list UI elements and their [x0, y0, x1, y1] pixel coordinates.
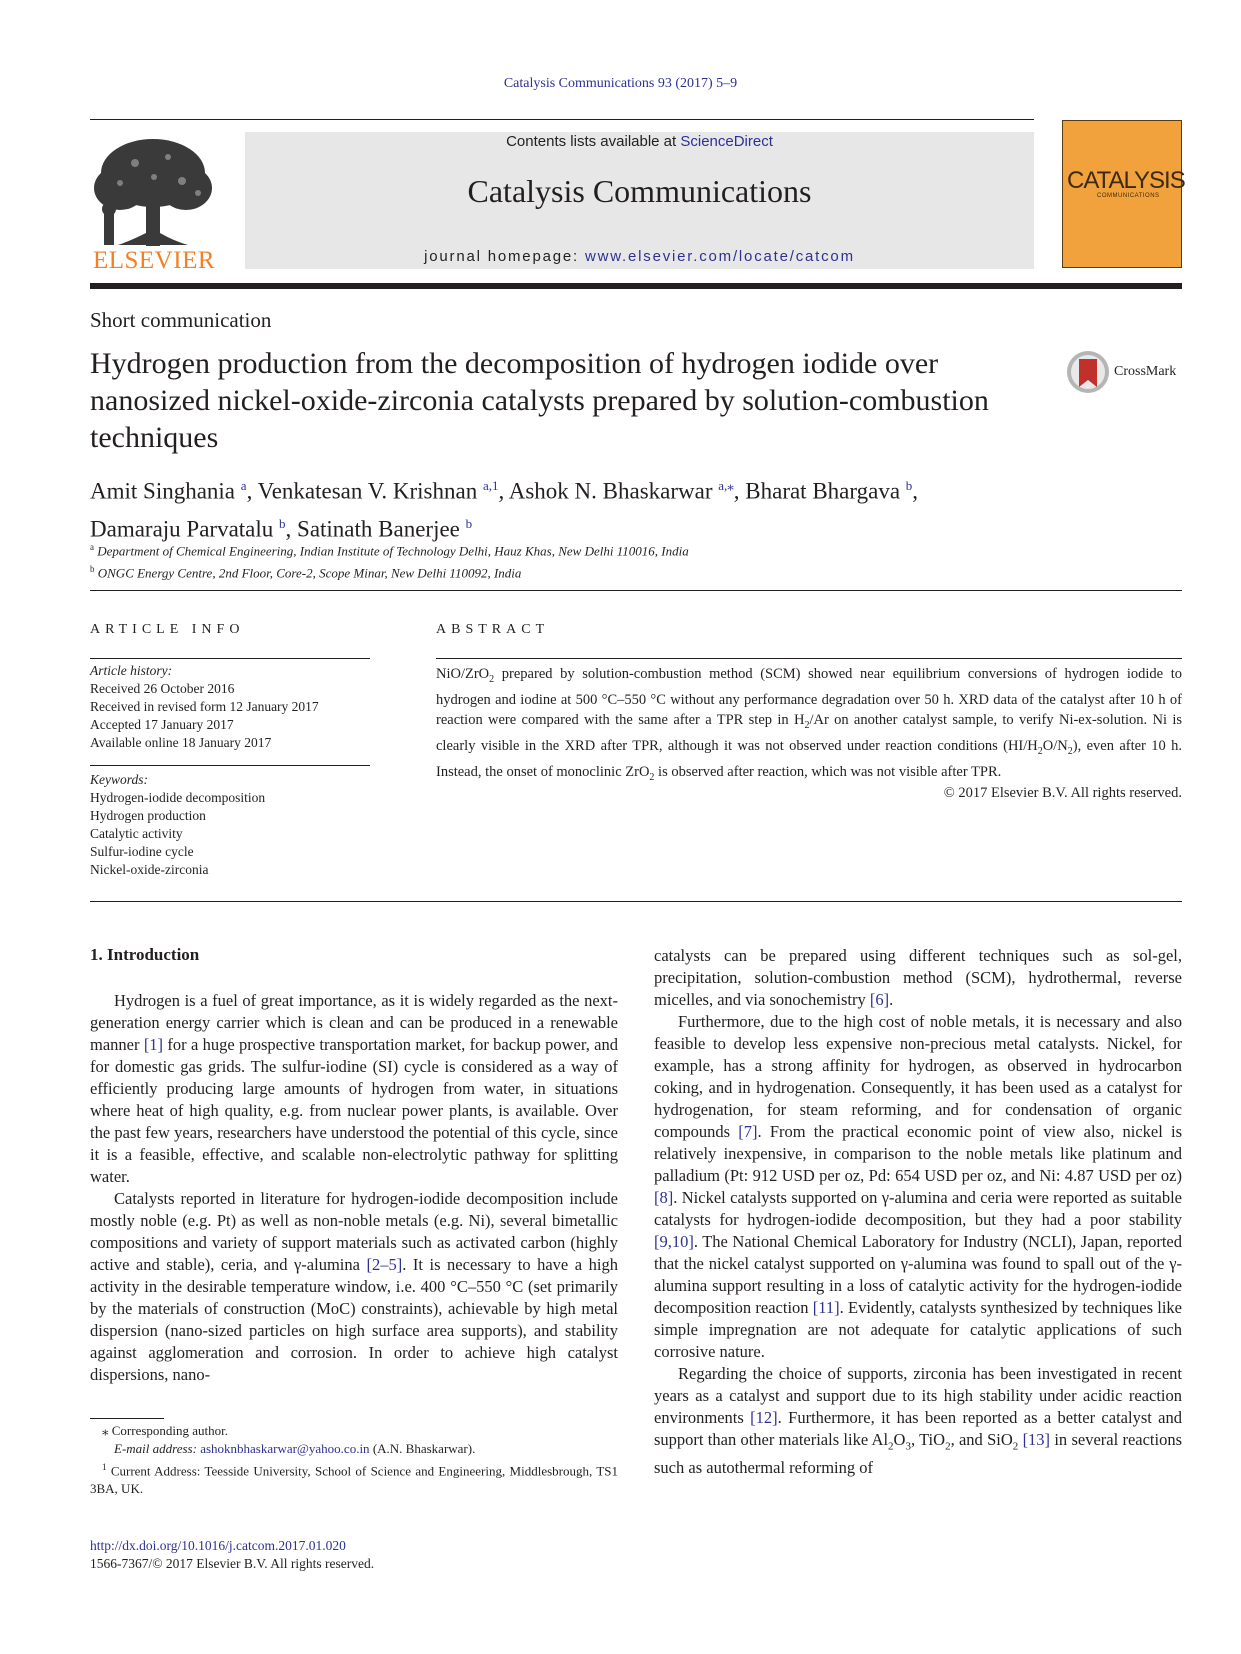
abstract-segment: NiO/ZrO [436, 666, 490, 682]
paragraph [654, 945, 1182, 1011]
subscript: 3 [905, 1440, 911, 1453]
citation-link[interactable]: [7] [738, 1122, 758, 1141]
text: . Evidently, catalysts synthesized by techniques like simple impregnation are not adequate for catalytic applications of such corrosive nature. [654, 1298, 1182, 1361]
running-head: Catalysis Communications 93 (2017) 5–9 [503, 76, 738, 91]
cover-title: CATALYSIS [1067, 167, 1185, 194]
author-separator: , [912, 478, 919, 504]
paragraph [90, 990, 618, 1188]
journal-cover-image [1062, 120, 1185, 268]
abstract-segment: prepared by solution-combustion method (SCM) showed near equilibrium conversions of hydrogen iodide to hydrogen and iodine at 500 °C–550 °C without any performance degradation over 50 h. XRD data of the catalyst after 10 h of reaction were compared with the same after a TPR step in H [436, 666, 1182, 728]
author-name: Damaraju Parvatalu [90, 516, 274, 542]
section-rule [90, 590, 1182, 591]
contents-line [245, 133, 1034, 150]
citation-link[interactable]: [9,10] [654, 1232, 694, 1251]
issn-line: 1566-7367/© 2017 Elsevier B.V. All rights reserved. [90, 1556, 375, 1571]
author-separator: , [498, 478, 509, 504]
body-column-left [90, 990, 618, 1386]
history-item: Available online 18 January 2017 [90, 735, 272, 750]
abstract-copyright: © 2017 Elsevier B.V. All rights reserved. [943, 785, 1182, 801]
affiliation-b [90, 560, 990, 582]
footnotes [90, 1422, 618, 1498]
journal-title: Catalysis Communications [467, 173, 812, 209]
email-link[interactable]: ashoknbhaskarwar@yahoo.co.in [200, 1441, 370, 1456]
keyword-item: Nickel-oxide-zirconia [90, 862, 209, 877]
keywords-rule [90, 765, 370, 766]
citation-link[interactable]: [11] [812, 1298, 840, 1317]
keyword-item: Catalytic activity [90, 826, 183, 841]
keywords [90, 771, 370, 879]
author-separator: , [246, 478, 258, 504]
author-list [90, 470, 1050, 545]
affiliation-mark: a [90, 542, 94, 552]
text: for a huge prospective transportation market, for backup power, and for domestic gas grids. The sulfur-iodine (SI) cycle is considered as a way of efficiently producing large amounts of hydrogen from water, in situations where heat of high quality, e.g. from nuclear power plants, is available. Over the past few years, researchers have understood the potential of this cycle, since it is a feasible, effective, and scalable non-electrolytic pathway for splitting water. [90, 1035, 618, 1186]
abstract-text [436, 664, 1182, 788]
author-affiliation-mark[interactable]: b [465, 515, 473, 531]
header-thick-rule [90, 283, 1182, 289]
subscript: 2 [945, 1440, 951, 1453]
author-name: Venkatesan V. Krishnan [257, 478, 478, 504]
author-name: Amit Singhania [90, 478, 236, 504]
header-rule [90, 119, 1034, 120]
section-rule [90, 901, 1182, 902]
text: . From the practical economic point of view also, nickel is relatively inexpensive, in comparison to the noble metals like platinum and palladium (Pt: 912 USD per oz, Pd: 654 USD per oz, and Ni: 4.87 USD per oz) [654, 1122, 1182, 1185]
footnote-corresponding [90, 1422, 618, 1440]
text: . It is necessary to have a high activity in the desirable temperature window, i.e. 400 °C–550 °C (set primarily by the materials of construction (MoC) constraints), achievable by high metal dispersion (nano-sized particles on high surface area supports), and stability against agglomeration and corrosion. In order to achieve high catalyst dispersions, nano- [90, 1255, 618, 1384]
citation-link[interactable]: [2–5] [366, 1255, 403, 1274]
footnote-mark: ⁎ [102, 1423, 109, 1438]
affiliation-text: Department of Chemical Engineering, Indian Institute of Technology Delhi, Hauz Khas, New Delhi 110016, India [97, 543, 689, 559]
article-history [90, 662, 370, 752]
keywords-label: Keywords: [90, 772, 148, 787]
text: Regarding the choice of supports, zirconia has been investigated in recent years as a catalyst and support due to its high stability under acidic reaction environments [654, 1364, 1182, 1427]
footnote-email [90, 1440, 618, 1458]
crossmark-label: CrossMark [1114, 364, 1177, 379]
contents-prefix: Contents lists available at [506, 133, 681, 150]
subscript: 2 [649, 771, 655, 783]
citation-link[interactable]: [8] [654, 1188, 674, 1207]
citation-link[interactable]: [12] [750, 1408, 778, 1427]
text: Catalysts reported in literature for hydrogen-iodide decomposition include mostly noble (e.g. Pt) as well as non-noble metals (e.g. Ni), several bimetallic compositions and variety of support materials such as activated carbon (highly active and stable), ceria, and γ-alumina [90, 1189, 618, 1274]
elsevier-wordmark: ELSEVIER [92, 247, 216, 274]
text: , and SiO [950, 1430, 1013, 1449]
text: , TiO [910, 1430, 946, 1449]
paragraph [654, 1011, 1182, 1363]
affiliations [90, 538, 990, 583]
author-affiliation-mark[interactable]: b [279, 515, 286, 531]
footnote-text: (A.N. Bhaskarwar). [369, 1441, 476, 1456]
text: Furthermore, due to the high cost of noble metals, it is necessary and also feasible to develop less expensive non-precious metal catalysts. Nickel, for example, has a strong affinity for hydrogen, as observed in hydrocarbon coking, and in hydrogenation. Consequently, it has been used as a catalyst for hydrogenation, for steam reforming, and for condensation of organic compounds [654, 1012, 1182, 1141]
citation-link[interactable]: [1] [143, 1035, 164, 1054]
subscript: 2 [489, 673, 495, 685]
text: . Nickel catalysts supported on γ-alumina and ceria were reported as suitable catalysts for hydrogen-iodide decomposition, but they had a poor stability [654, 1188, 1182, 1229]
abstract-segment: is observed after reaction, which was not visible after TPR. [654, 763, 1002, 780]
author-affiliation-mark[interactable]: a,⁎ [718, 478, 734, 493]
text: O [893, 1430, 906, 1449]
text: . [889, 990, 894, 1009]
author-affiliation-mark[interactable]: b [905, 478, 913, 493]
journal-homepage [245, 248, 1034, 265]
footnote-text: Corresponding author. [111, 1423, 229, 1438]
history-label: Article history: [90, 663, 173, 678]
paragraph [654, 1363, 1182, 1479]
crossmark-icon [1066, 349, 1110, 395]
introduction-heading: 1. Introduction [90, 945, 200, 964]
keyword-item: Sulfur-iodine cycle [90, 844, 194, 859]
crossmark-button[interactable] [1066, 349, 1186, 395]
subscript: 2 [1037, 745, 1043, 757]
paragraph [90, 1188, 618, 1386]
body-column-right [654, 945, 1182, 1479]
abstract-heading: ABSTRACT [436, 622, 550, 637]
citation-link[interactable]: [6] [869, 990, 890, 1009]
article-info-rule [90, 658, 370, 659]
author-separator: , [285, 516, 298, 542]
abstract-rule [436, 658, 1182, 659]
author-affiliation-mark[interactable]: a,1 [482, 478, 499, 493]
author-name: Bharat Bhargava [745, 478, 901, 504]
text: in several reactions such as autothermal reforming of [654, 1430, 1183, 1478]
article-title: Hydrogen production from the decomposition of hydrogen iodide over nanosized nickel-oxide-zirconia catalysts prepared by solution-combustion techniques [90, 347, 989, 454]
subscript: 2 [804, 719, 810, 731]
footnote-text: Current Address: Teesside University, School of Science and Engineering, Middlesbrough, TS1 3BA, UK. [90, 1463, 618, 1497]
text: catalysts can be prepared using different techniques such as sol-gel, precipitation, solution-combustion method (SCM), hydrothermal, reverse micelles, and via sonochemistry [654, 946, 1182, 1009]
author-name: Satinath Banerjee [297, 516, 460, 542]
article-type: Short communication [90, 308, 272, 332]
homepage-prefix: journal homepage: [424, 248, 585, 265]
author-separator: , [733, 478, 746, 504]
history-item: Received in revised form 12 January 2017 [90, 699, 319, 714]
history-item: Received 26 October 2016 [90, 681, 235, 696]
subscript: 2 [1012, 1440, 1019, 1453]
abstract-segment: ), even after 10 h. Instead, the onset of monoclinic ZrO [436, 737, 1182, 780]
article-info-heading: ARTICLE INFO [90, 622, 245, 637]
email-label: E-mail address: [114, 1441, 201, 1456]
footnote-rule [90, 1418, 164, 1419]
author-affiliation-mark[interactable]: a [240, 478, 247, 493]
footnote-address [90, 1458, 618, 1498]
subscript: 2 [888, 1440, 894, 1453]
sciencedirect-link[interactable]: ScienceDirect [680, 133, 773, 150]
affiliation-text: ONGC Energy Centre, 2nd Floor, Core-2, Scope Minar, New Delhi 110092, India [97, 565, 522, 581]
text: . Furthermore, it has been reported as a better catalyst and support than other materials like Al [654, 1408, 1182, 1449]
author-name: Ashok N. Bhaskarwar [508, 478, 713, 504]
keyword-item: Hydrogen-iodide decomposition [90, 790, 266, 805]
cover-subtitle: COMMUNICATIONS [1097, 193, 1160, 199]
text: Hydrogen is a fuel of great importance, as it is widely regarded as the next-generation energy carrier which is clean and can be produced in a renewable manner [90, 991, 618, 1054]
doi-link[interactable]: http://dx.doi.org/10.1016/j.catcom.2017.01.020 [90, 1538, 346, 1553]
history-item: Accepted 17 January 2017 [90, 717, 234, 732]
affiliation-a [90, 538, 990, 560]
subscript: 2 [1067, 745, 1073, 757]
citation-link[interactable]: [13] [1022, 1430, 1051, 1449]
affiliation-mark: b [90, 564, 95, 575]
keyword-item: Hydrogen production [90, 808, 206, 823]
abstract-segment: /Ar on another catalyst sample, to verify Ni-ex-solution. Ni is clearly visible in the XRD after TPR, although it was not observed under reaction conditions (HI/H [436, 711, 1183, 754]
footnote-mark: 1 [102, 1462, 107, 1472]
homepage-link[interactable]: www.elsevier.com/locate/catcom [584, 248, 855, 265]
abstract-segment: O/N [1042, 737, 1068, 754]
doi-block [90, 1537, 374, 1573]
text: . The National Chemical Laboratory for Industry (NCLI), Japan, reported that the nickel catalyst supported on γ-alumina was found to spall out of the γ-alumina support resulting in a loss of catalytic activity for the hydrogen-iodide decomposition reaction [654, 1232, 1182, 1317]
